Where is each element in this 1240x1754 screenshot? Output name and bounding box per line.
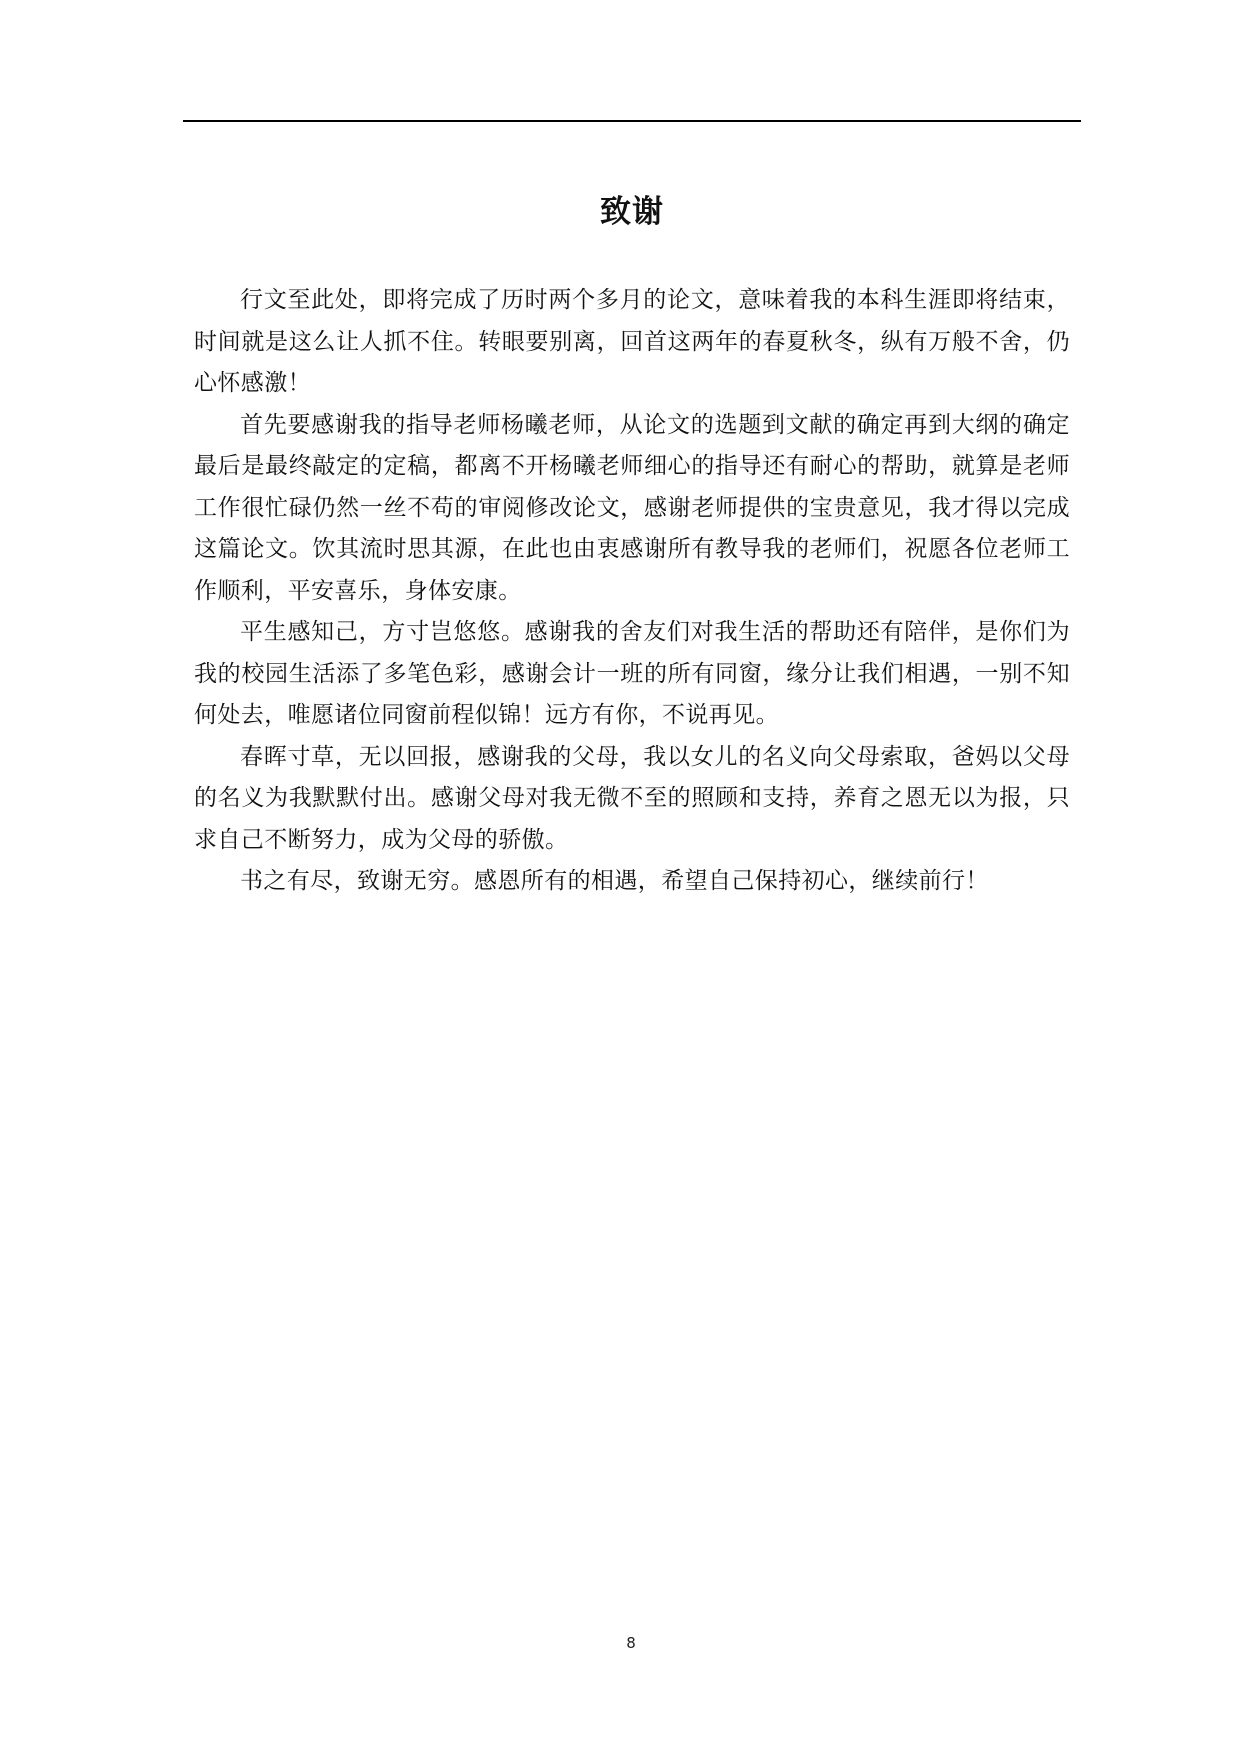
paragraph-1: 行文至此处，即将完成了历时两个多月的论文，意味着我的本科生涯即将结束，时间就是这么让人抓不住。转眼要别离，回首这两年的春夏秋冬，纵有万般不舍，仍心怀感激！ bbox=[194, 287, 1070, 396]
paragraph-3: 平生感知己，方寸岂悠悠。感谢我的舍友们对我生活的帮助还有陪伴，是你们为我的校园生活添了多笔色彩，感谢会计一班的所有同窗，缘分让我们相遇，一别不知何处去，唯愿诸位同窗前程似锦！远方有你，不说再见。 bbox=[194, 619, 1070, 728]
paragraph-5: 书之有尽，致谢无穷。感恩所有的相遇，希望自己保持初心，继续前行！ bbox=[240, 868, 989, 894]
header-rule bbox=[183, 120, 1081, 122]
page-number: 8 bbox=[626, 1634, 636, 1652]
paragraph-2: 首先要感谢我的指导老师杨曦老师，从论文的选题到文献的确定再到大纲的确定最后是最终敲定的定稿，都离不开杨曦老师细心的指导还有耐心的帮助，就算是老师工作很忙碌仍然一丝不苟的审阅修改论文，感谢老师提供的宝贵意见，我才得以完成这篇论文。饮其流时思其源，在此也由衷感谢所有教导我的老师们，祝愿各位老师工作顺利，平安喜乐，身体安康。 bbox=[194, 411, 1070, 604]
paragraph-4: 春晖寸草，无以回报，感谢我的父母，我以女儿的名义向父母索取，爸妈以父母的名义为我默默付出。感谢父母对我无微不至的照顾和支持，养育之恩无以为报，只求自己不断努力，成为父母的骄傲。 bbox=[194, 743, 1070, 853]
page-title: 致谢 bbox=[600, 194, 664, 230]
acknowledgement-body bbox=[194, 280, 1070, 903]
